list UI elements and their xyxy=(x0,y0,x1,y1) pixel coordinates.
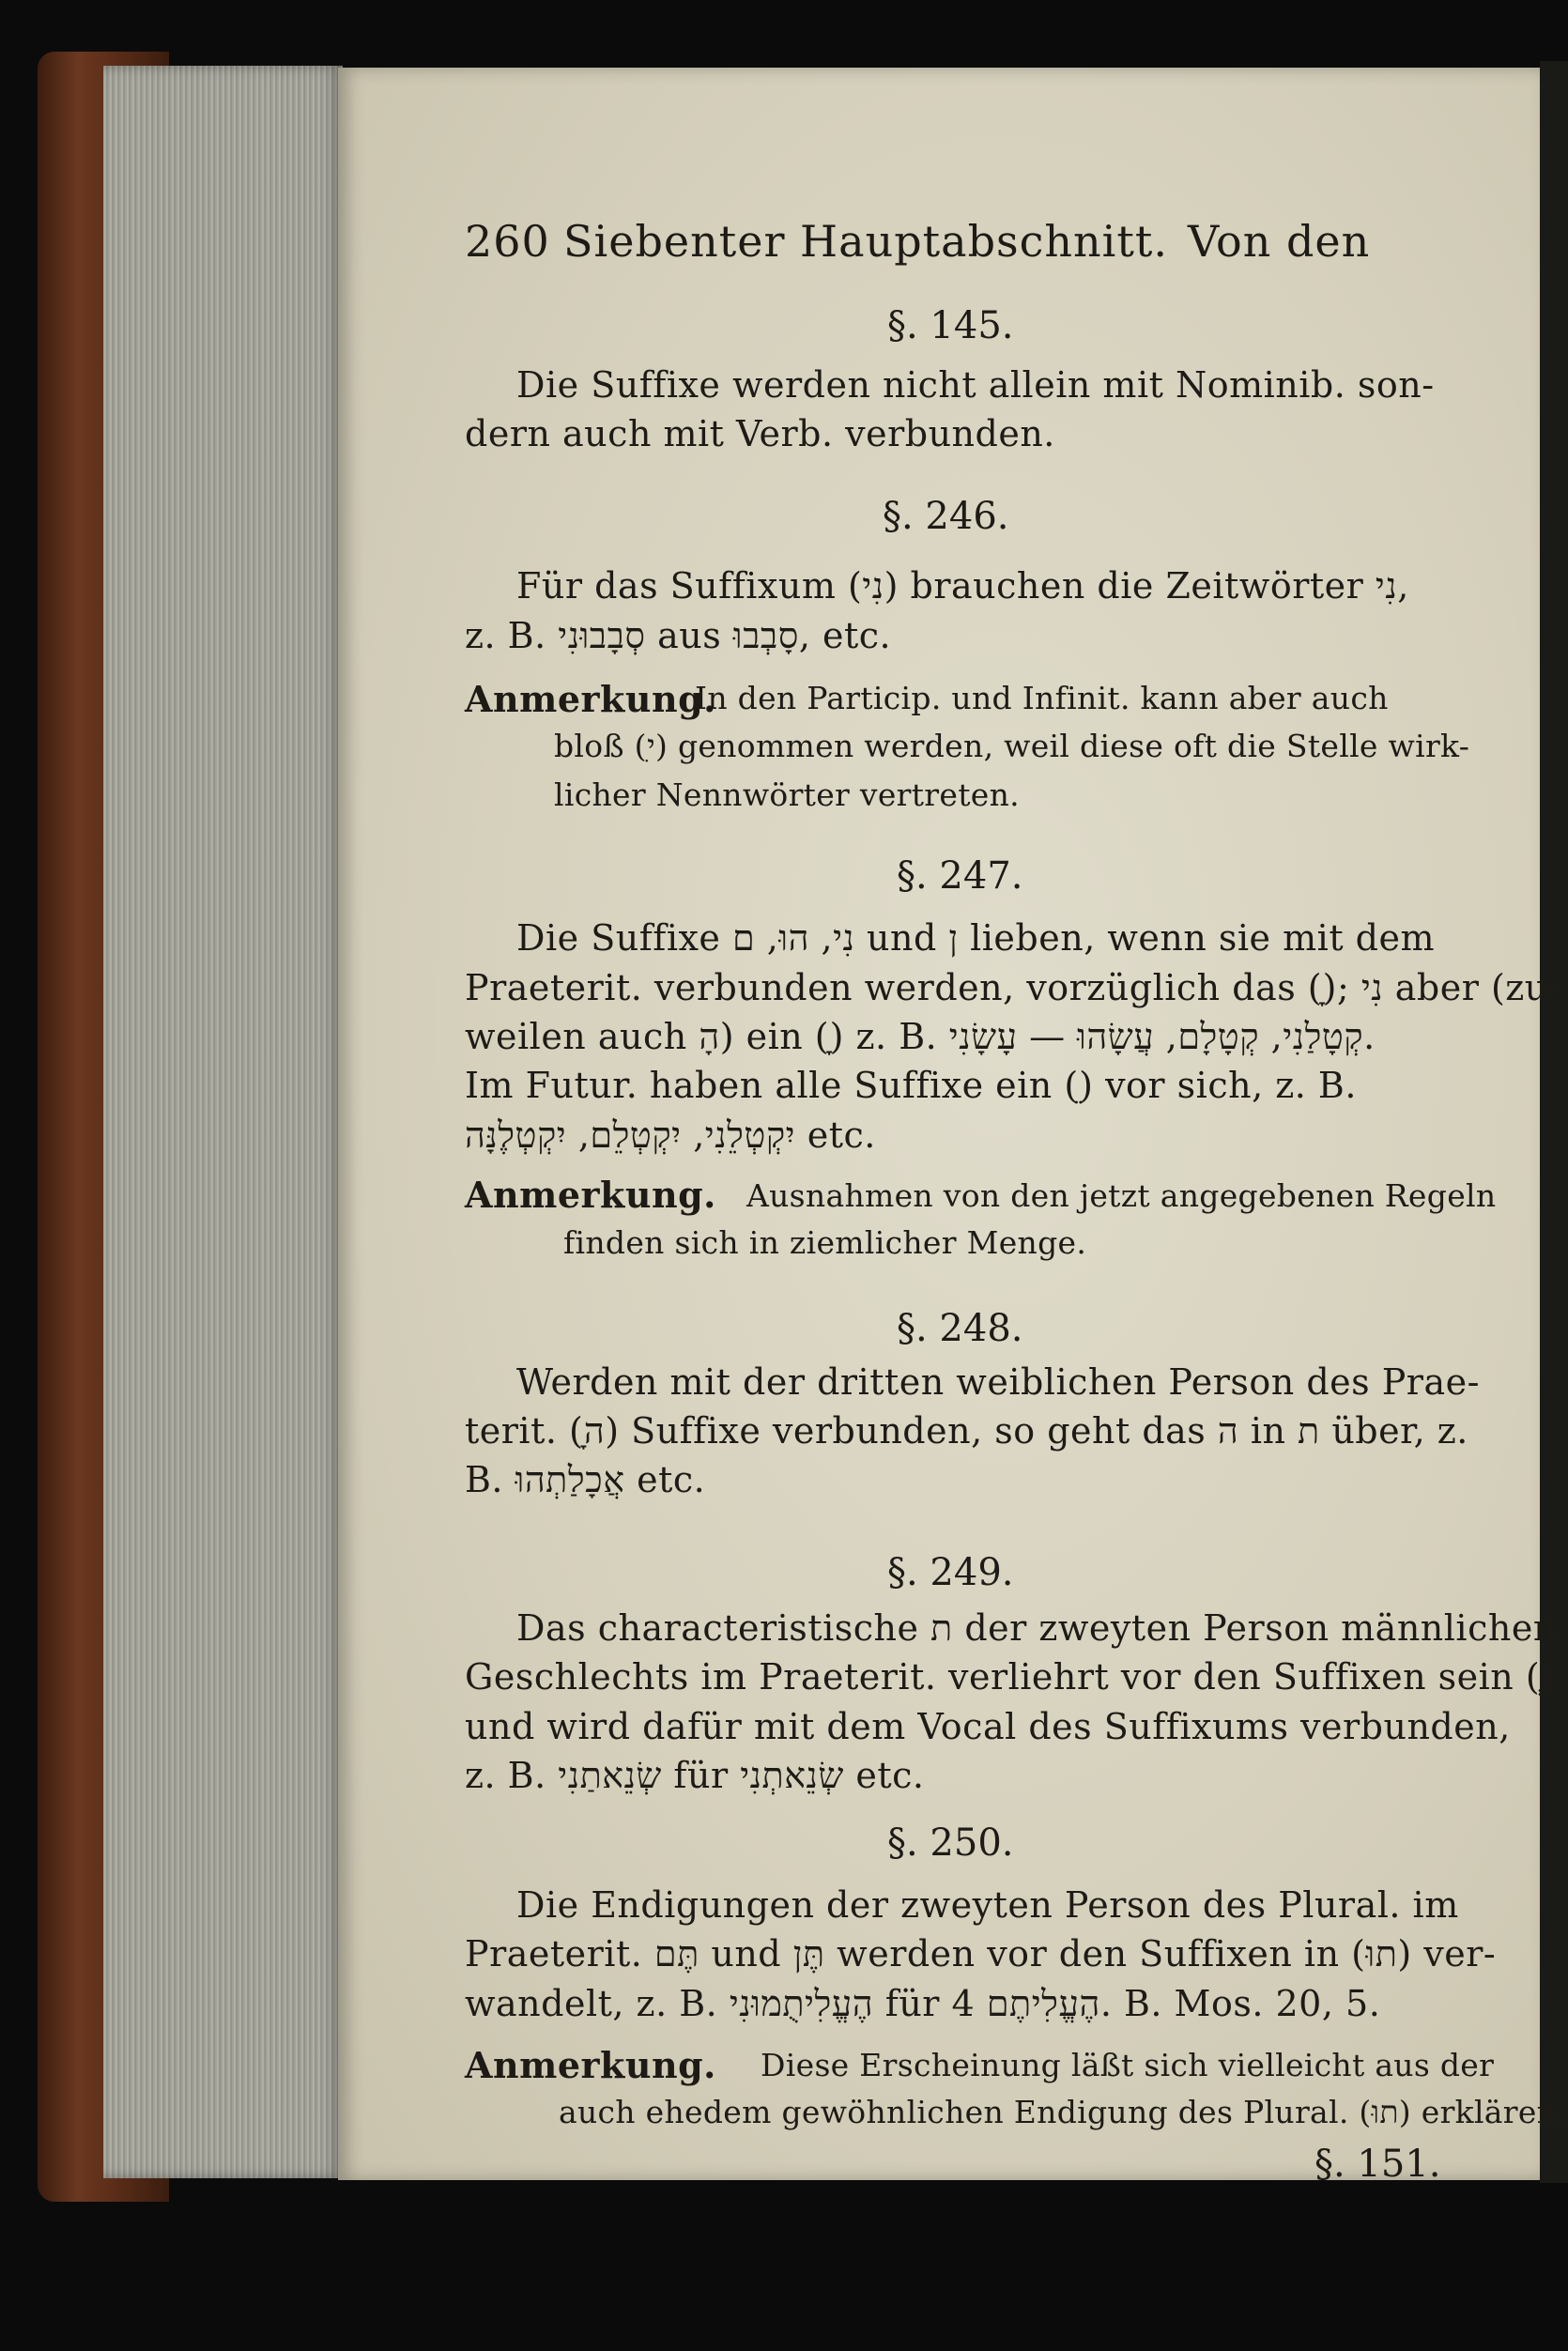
body-line: und wird dafür mit dem Vocal des Suffixums verbunden, xyxy=(465,1706,1511,1747)
page-edges xyxy=(103,66,343,2178)
next-page-edge xyxy=(1540,61,1568,2183)
body-line: dern auch mit Verb. verbunden. xyxy=(465,413,1055,454)
page-number: 260 xyxy=(465,216,550,267)
body-line: Die Suffixe werden nicht allein mit Nominib. son- xyxy=(516,364,1435,406)
note-line: bloß (ִי) genommen werden, weil diese oft die Stelle wirk- xyxy=(554,728,1470,764)
body-line: wandelt, z. B. הֶעֱלִיתֻמוּנִי für הֶעֱלִיתֶם 4. B. Mos. 20, 5. xyxy=(465,1983,1381,2024)
note-label: Anmerkung. xyxy=(465,2044,716,2086)
note-line: licher Nennwörter vertreten. xyxy=(554,776,1020,813)
body-line: B. אֲכָלַתְהוּ etc. xyxy=(465,1459,706,1500)
body-line: z. B. סְבָבוּנִי aus סָבְבוּ, etc. xyxy=(465,615,892,656)
body-line: Im Futur. haben alle Suffixe ein (ֵ) vor sich, z. B. xyxy=(465,1065,1357,1106)
body-line: terit. (ָה) Suffixe verbunden, so geht das ה in ת über, z. xyxy=(465,1410,1468,1452)
body-line: z. B. שְׂנֵאתַנִי für שְׂנֵאתְנִי etc. xyxy=(465,1755,925,1796)
book-page xyxy=(338,68,1568,2186)
note-label: Anmerkung. xyxy=(465,678,716,720)
body-line: weilen auch הָ) ein (ָ) z. B. קְטָלַנִי, קְטָלָם, עֲשָׂהוּ — עָשָׂנִי. xyxy=(465,1016,1376,1057)
note-line: In den Particip. und Infinit. kann aber auch xyxy=(695,680,1389,716)
note-label: Anmerkung. xyxy=(465,1174,716,1216)
running-right: Von den xyxy=(1188,216,1371,267)
body-line: Praeterit. verbunden werden, vorzüglich das (ָ); נִי aber (zu- xyxy=(465,967,1561,1008)
section-heading-246: §. 246. xyxy=(883,495,1009,538)
body-line: Geschlechts im Praeterit. verliehrt vor den Suffixen sein (ְ) xyxy=(465,1656,1555,1698)
note-line: auch ehedem gewöhnlichen Endigung des Plural. (תוּ) erklären. xyxy=(559,2094,1568,2130)
body-line: Die Suffixe נִי, הוּ, ם und ן lieben, wenn sie mit dem xyxy=(516,917,1436,959)
section-heading-145: §. 145. xyxy=(887,304,1014,347)
catchword: §. 151. xyxy=(1314,2143,1441,2186)
section-heading-247: §. 247. xyxy=(897,854,1023,898)
body-line: Praeterit. תֶּם und תֶּן werden vor den Suffixen in (תוּ) ver- xyxy=(465,1933,1497,1975)
note-line: Ausnahmen von den jetzt angegebenen Regeln xyxy=(746,1177,1497,1214)
section-heading-250: §. 250. xyxy=(887,1821,1014,1865)
note-line: finden sich in ziemlicher Menge. xyxy=(563,1224,1087,1261)
body-line: Für das Suffixum (נִי) brauchen die Zeitwörter נִי, xyxy=(516,565,1409,607)
body-line: Werden mit der dritten weiblichen Person des Prae- xyxy=(516,1361,1480,1403)
section-heading-248: §. 248. xyxy=(897,1307,1023,1350)
body-line: Das characteristische ת der zweyten Person männlichen xyxy=(516,1607,1557,1649)
body-line: Die Endigungen der zweyten Person des Plural. im xyxy=(516,1884,1459,1926)
section-heading-249: §. 249. xyxy=(887,1551,1014,1594)
note-line: Diese Erscheinung läßt sich vielleicht aus der xyxy=(761,2047,1495,2083)
running-title: Siebenter Hauptabschnitt. xyxy=(563,216,1168,267)
body-line: יִקְטְלֵנִי, יִקְטְלֵם, יִקְטְלֶנָּה etc. xyxy=(465,1114,876,1156)
